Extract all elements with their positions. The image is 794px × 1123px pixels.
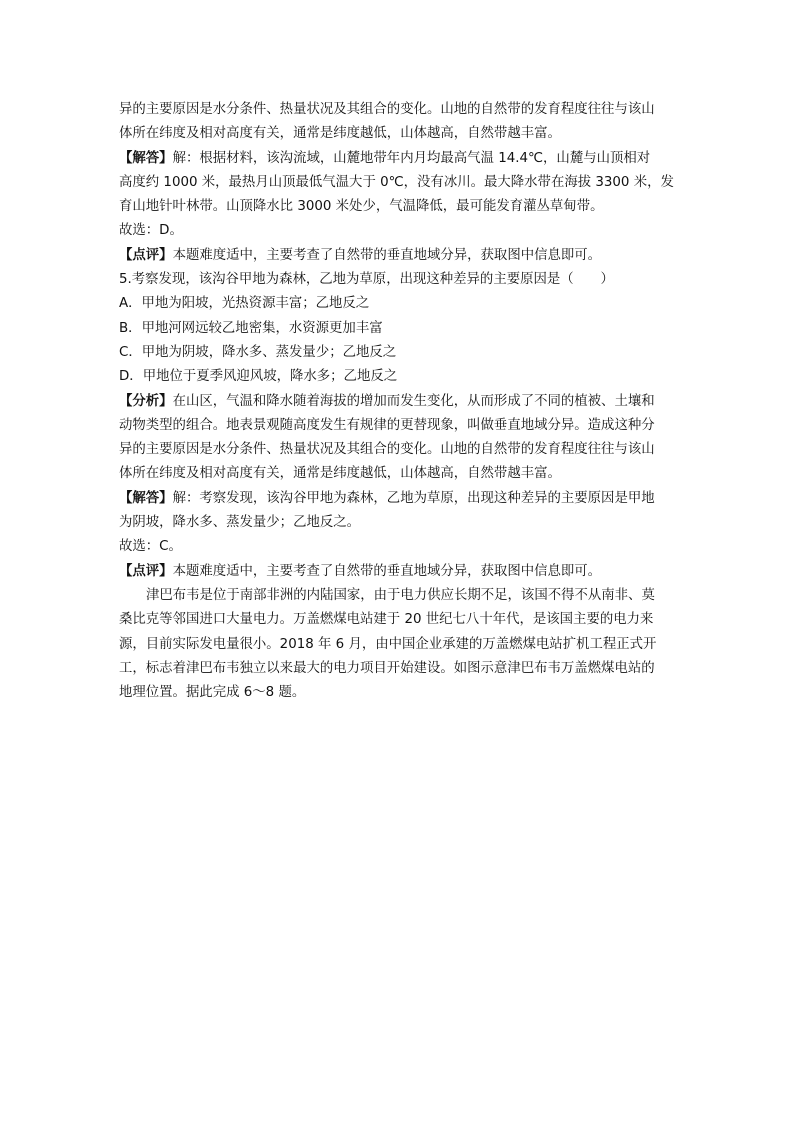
question-5: 5.考察发现，该沟谷甲地为森林，乙地为草原，出现这种差异的主要原因是（ ） [119,272,614,288]
answer-tag: 【解答】 [119,150,173,166]
choice-result-q4: 故选：D。 [119,223,183,239]
text-line: 异的主要原因是水分条件、热量状况及其组合的变化。山地的自然带的发育程度往往与该山 [119,102,655,117]
text-span: 本题难度适中，主要考查了自然带的垂直地域分异，获取图中信息即可。 [172,247,602,263]
text-line: 高度约 1000 米，最热月山顶最低气温大于 0℃，没有冰川。最大降水带在海拔 3300 米，发 [119,174,674,190]
choice-result-q5: 故选：C。 [119,539,182,555]
comment-tag: 【点评】 [119,247,173,263]
option-c: C．甲地为阴坡，降水多、蒸发量少；乙地反之 [119,344,397,360]
answer-section-q4 [119,147,681,220]
passage-zimbabwe [119,584,681,705]
option-d: D．甲地位于夏季风迎风坡，降水多；乙地反之 [119,369,398,385]
text-line: 地理位置。据此完成 6～8 题。 [119,685,306,701]
text-span: 在山区，气温和降水随着海拔的增加而发生变化，从而形成了不同的植被、土壤和 [172,393,655,409]
answer-tag: 【解答】 [119,490,173,506]
analysis-continuation [119,98,681,147]
text-line [119,487,681,511]
text-line: 源，目前实际发电量很小。2018 年 6 月，由中国企业承建的万盖燃煤电站扩机工程正式开 [119,636,657,652]
text-line [119,390,681,414]
text-line: 桑比克等邻国进口大量电力。万盖燃煤电站建于 20 世纪七八十年代，是该国主要的电力来 [119,612,654,628]
comment-section-q4 [119,244,681,268]
text-line [119,147,681,171]
document-page [119,98,681,705]
comment-section-q5 [119,560,681,584]
option-b: B．甲地河网远较乙地密集，水资源更加丰富 [119,320,383,336]
text-line: 津巴布韦是位于南部非洲的内陆国家，由于电力供应长期不足，该国不得不从南非、莫 [146,587,655,603]
analysis-tag: 【分析】 [119,393,173,409]
answer-section-q5 [119,487,681,536]
analysis-section-q5 [119,390,681,487]
text-line: 动物类型的组合。地表景观随高度发生有规律的更替现象，叫做垂直地域分异。造成这种分 [119,417,655,433]
text-line: 体所在纬度及相对高度有关，通常是纬度越低，山体越高，自然带越丰富。 [119,466,561,482]
text-span: 本题难度适中，主要考查了自然带的垂直地域分异，获取图中信息即可。 [172,563,602,579]
text-span: 解：根据材料，该沟流域，山麓地带年内月均最高气温 14.4℃，山麓与山顶相对 [172,150,651,166]
text-line: 为阴坡，降水多、蒸发量少；乙地反之。 [119,515,361,531]
text-span: 解：考察发现，该沟谷甲地为森林，乙地为草原，出现这种差异的主要原因是甲地 [172,490,655,506]
text-line: 育山地针叶林带。山顶降水比 3000 米处少，气温降低，最可能发育灌丛草甸带。 [119,199,604,215]
text-line: 体所在纬度及相对高度有关，通常是纬度越低，山体越高，自然带越丰富。 [119,126,561,142]
text-line: 异的主要原因是水分条件、热量状况及其组合的变化。山地的自然带的发育程度往往与该山 [119,442,655,458]
option-a: A．甲地为阳坡，光热资源丰富；乙地反之 [119,296,370,312]
text-line: 工，标志着津巴布韦独立以来最大的电力项目开始建设。如图示意津巴布韦万盖燃煤电站的 [119,660,655,676]
comment-tag: 【点评】 [119,563,173,579]
